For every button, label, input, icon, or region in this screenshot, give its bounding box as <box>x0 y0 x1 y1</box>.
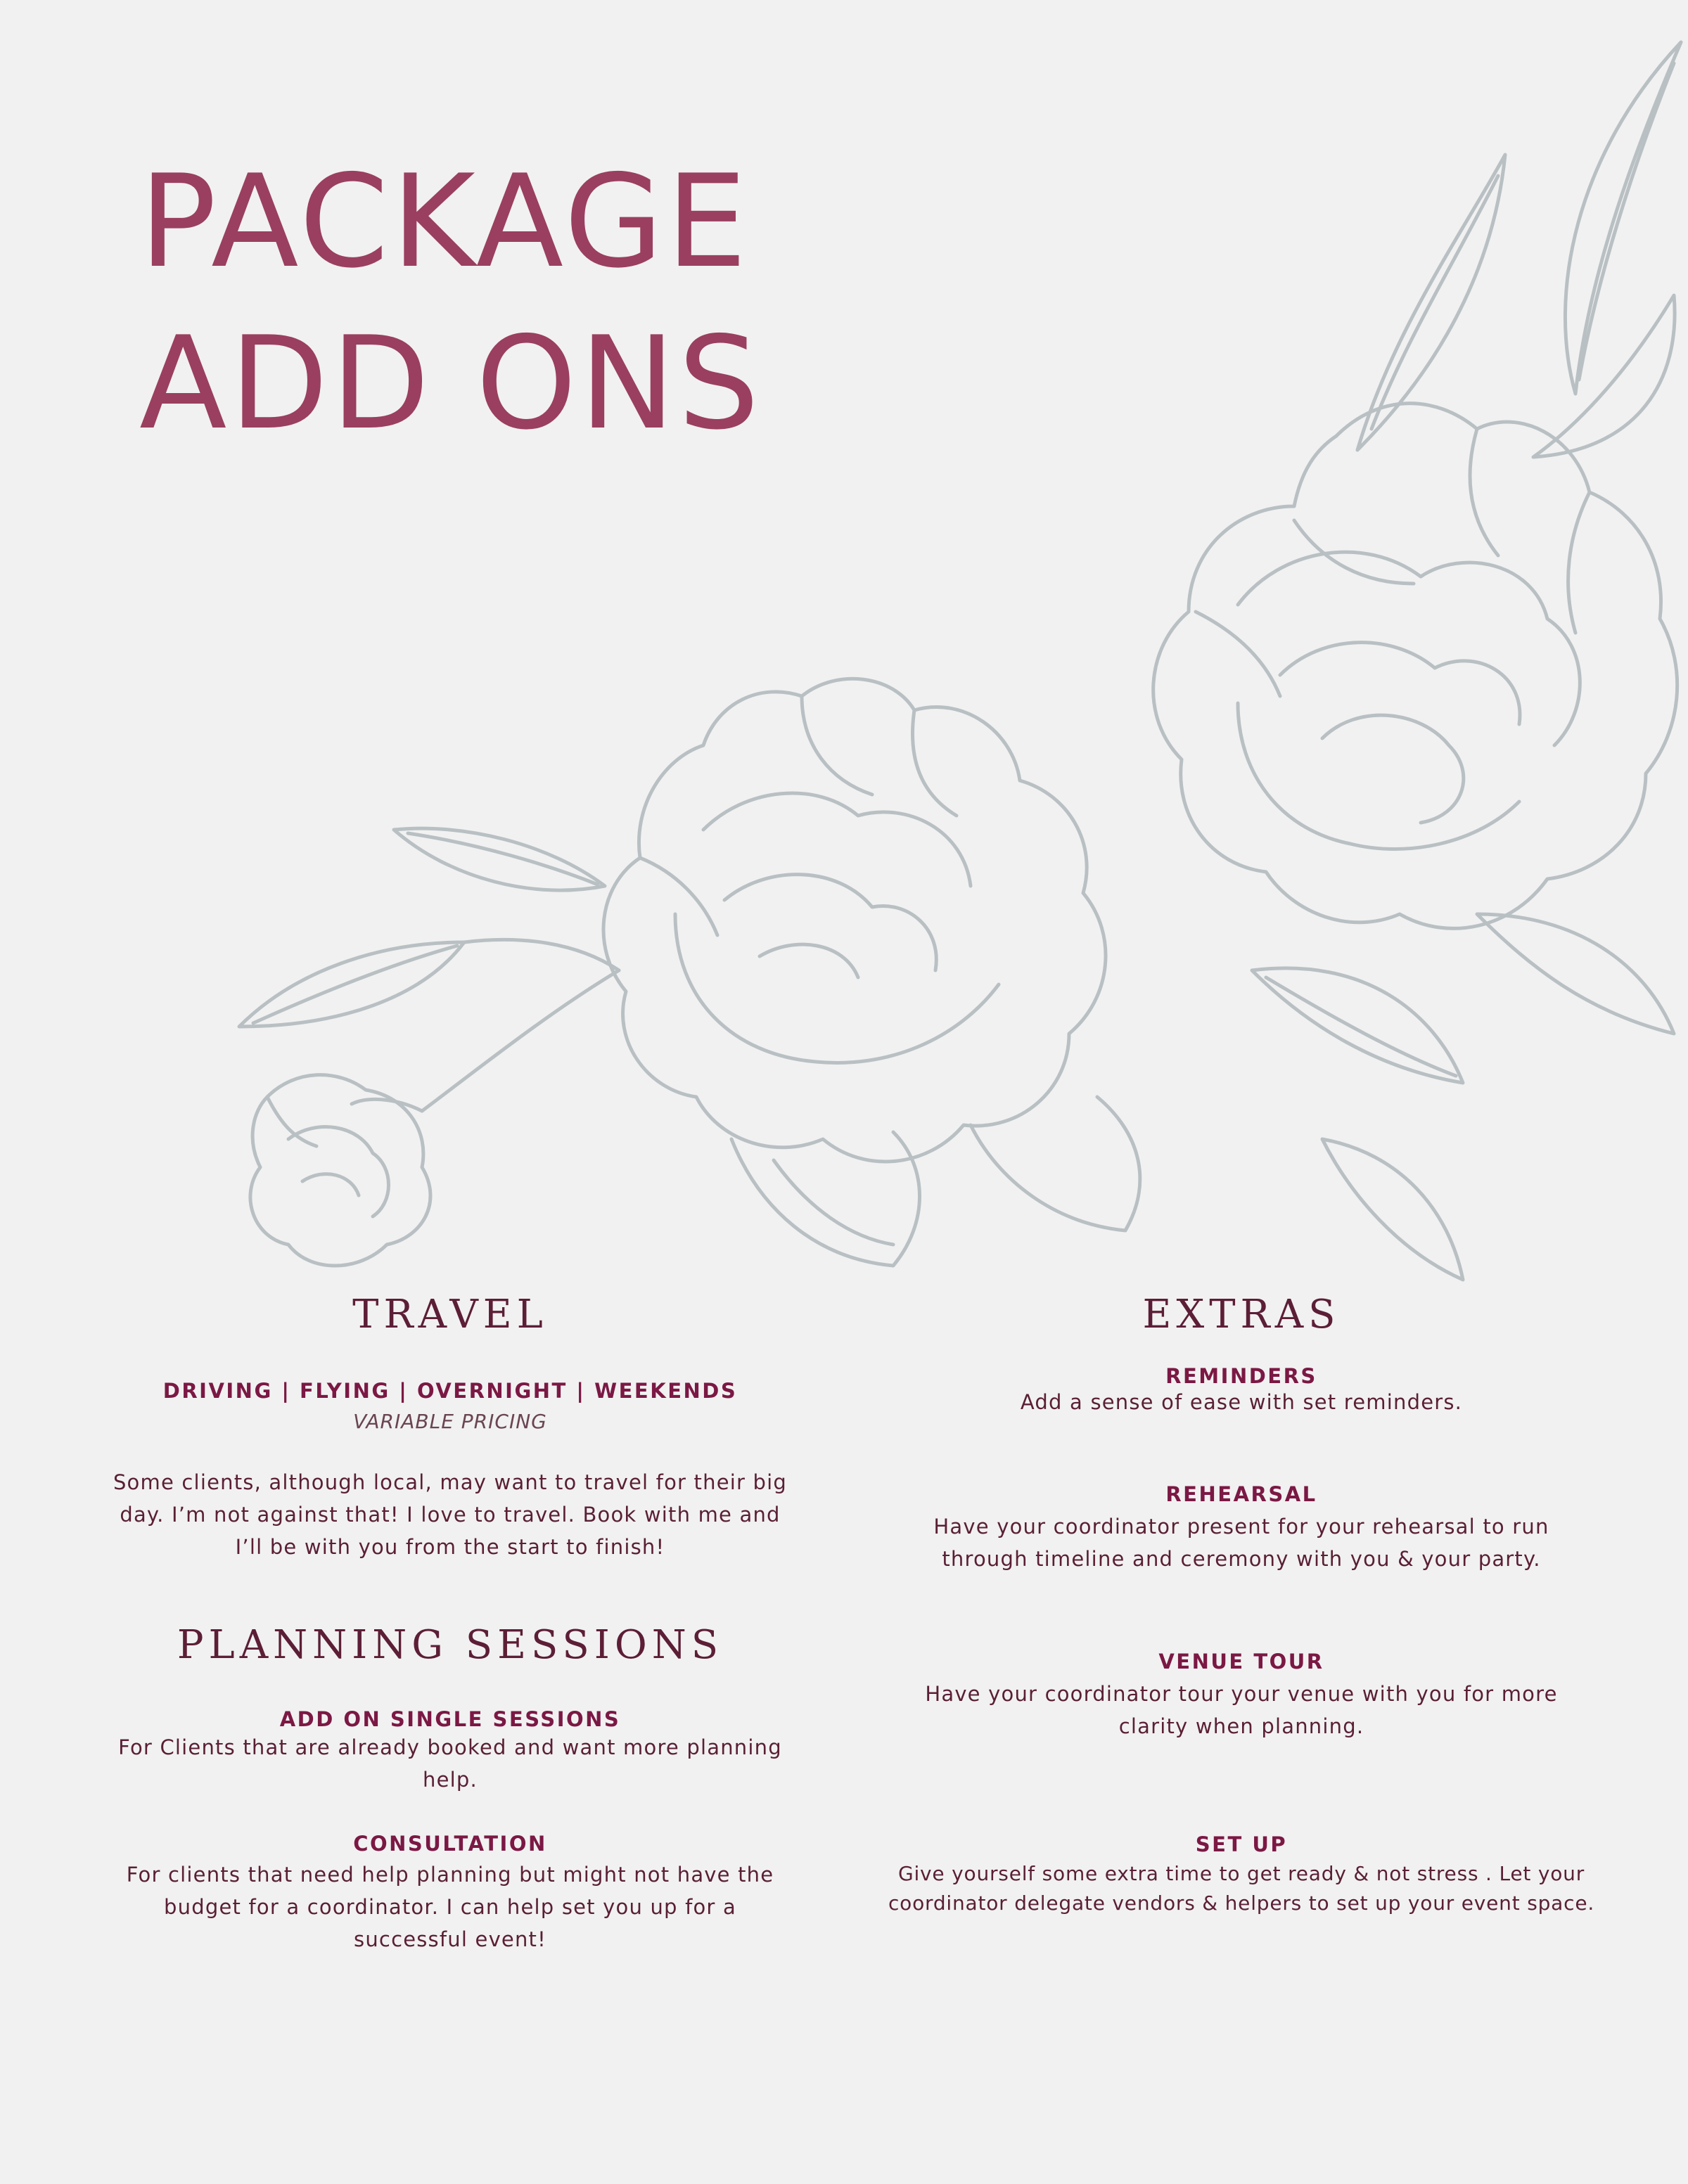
extras-heading: EXTRAS <box>1142 1292 1341 1337</box>
rehearsal-line-2: through timeline and ceremony with you & your party. <box>942 1547 1541 1571</box>
travel-body-line-3: I’ll be with you from the start to finish! <box>235 1535 665 1559</box>
venue-tour-line-1: Have your coordinator tour your venue with you for more <box>925 1682 1558 1706</box>
travel-body-line-1: Some clients, although local, may want to travel for their big <box>113 1470 788 1494</box>
set-up-line-1: Give yourself some extra time to get ready & not stress . Let your <box>897 1862 1585 1885</box>
planning-heading: PLANNING SESSIONS <box>177 1622 724 1668</box>
consultation-line-1: For clients that need help planning but might not have the <box>126 1863 774 1887</box>
set-up-description <box>865 1859 1618 1918</box>
reminders-title: REMINDERS <box>1165 1364 1317 1388</box>
set-up-title: SET UP <box>1195 1832 1288 1856</box>
rehearsal-title: REHEARSAL <box>1165 1482 1317 1506</box>
reminders-line-1: Add a sense of ease with set reminders. <box>1020 1390 1463 1414</box>
travel-heading: TRAVEL <box>352 1292 548 1337</box>
single-sessions-line-1: For Clients that are already booked and want more planning <box>118 1735 782 1759</box>
rehearsal-line-1: Have your coordinator present for your rehearsal to run <box>933 1515 1549 1539</box>
venue-tour-title: VENUE TOUR <box>1158 1650 1324 1674</box>
venue-tour-description <box>865 1678 1618 1742</box>
travel-item-title: DRIVING | FLYING | OVERNIGHT | WEEKENDS <box>162 1379 738 1403</box>
travel-body-line-2: day. I’m not against that! I love to travel. Book with me and <box>120 1503 781 1527</box>
consultation-line-3: successful event! <box>354 1927 546 1951</box>
single-sessions-line-2: help. <box>423 1768 478 1792</box>
reminders-description <box>865 1386 1618 1418</box>
travel-pricing: VARIABLE PRICING <box>353 1410 547 1433</box>
page-title-line-2: ADD ONS <box>139 309 762 458</box>
consultation-line-2: budget for a coordinator. I can help set you up for a <box>164 1895 736 1919</box>
consultation-title: CONSULTATION <box>353 1832 547 1856</box>
consultation-description <box>91 1858 809 1955</box>
venue-tour-line-2: clarity when planning. <box>1118 1714 1364 1738</box>
single-sessions-description <box>91 1731 809 1796</box>
rehearsal-description <box>865 1510 1618 1575</box>
single-sessions-title: ADD ON SINGLE SESSIONS <box>279 1707 621 1731</box>
set-up-line-2: coordinator delegate vendors & helpers to set up your event space. <box>888 1891 1595 1915</box>
travel-description <box>91 1466 809 1563</box>
page-title-line-1: PACKAGE <box>139 147 750 296</box>
